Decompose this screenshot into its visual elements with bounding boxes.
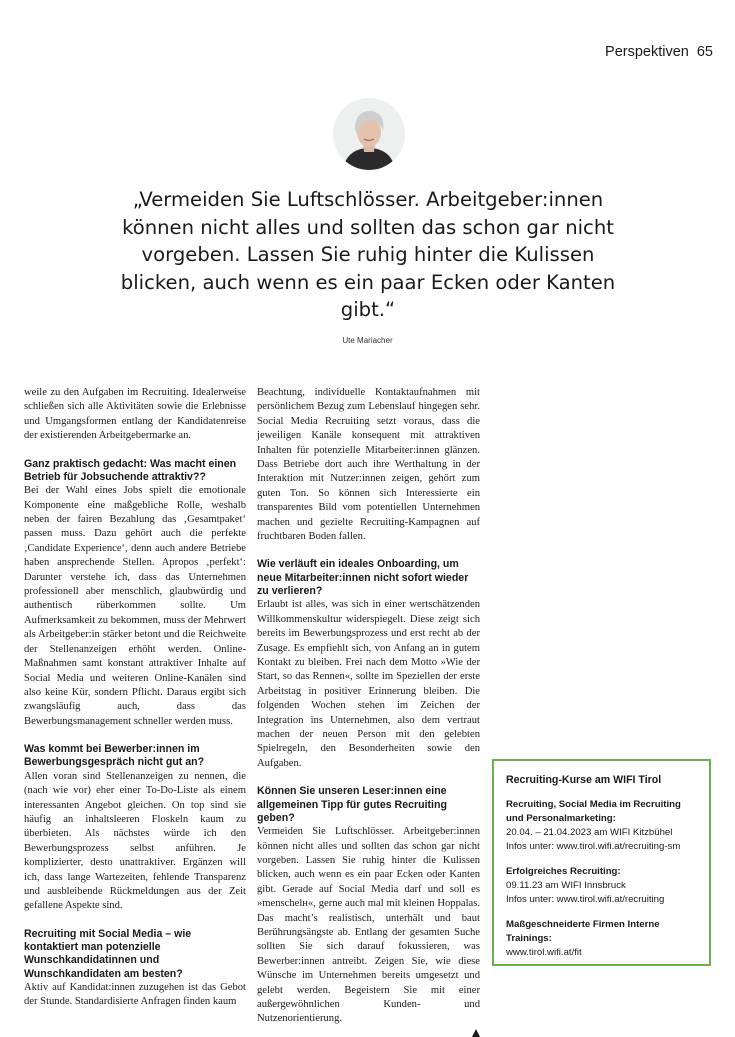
- question-heading: Wie verläuft ein ideales Onboarding, um neue Mitarbeiter:innen nicht sofort wieder zu verlieren?: [257, 558, 469, 598]
- paragraph: [257, 825, 480, 1027]
- course-date: 09.11.23 am WIFI Innsbruck: [506, 880, 626, 891]
- article-column-1: [24, 386, 246, 1024]
- question-heading: Was kommt bei Bewerber:innen im Bewerbungsgespräch nicht gut an?: [24, 743, 205, 769]
- article-column-2: [257, 386, 480, 1037]
- end-of-article-icon: [472, 1029, 480, 1037]
- course-info-box: [492, 759, 711, 966]
- course-link[interactable]: www.tirol.wifi.at/fit: [506, 947, 582, 958]
- paragraph: weile zu den Aufgaben im Recruiting. Idealerweise schließen sich alle Aktivitäten sowie die Erlebnisse und Umgangsformen entlang der Kandidatenreise der existierenden Arbeitgebermarke an.: [24, 387, 246, 442]
- pull-quote: „Vermeiden Sie Luftschlösser. Arbeitgeber:innen können nicht alles und sollten das schon gar nicht vorgeben. Lassen Sie ruhig hinter die Kulissen blicken, auch wenn es ein paar Ecken oder Kanten gibt.“: [120, 188, 616, 321]
- course-link[interactable]: Infos unter: www.tirol.wifi.at/recruiting-sm: [506, 841, 681, 852]
- course-entry: [506, 865, 699, 907]
- paragraph-text: Vermeiden Sie Luftschlösser. Arbeitgeber:innen können nicht alles und sollten das schon gar nicht vorgeben. Lassen Sie ruhig hinter die Kulissen blicken, auch wenn es ein paar Ecken oder Kanten gibt. Gerade auf Social Media darf und soll es »menschelн«, gerne auch mal mit kleinen Hoppalas. Das macht’s realistisch, unterhält und baut Berührungsängste ab. Entlang der gesamten Suche sollten Sie sich darauf fokussieren, was Bewerber:innen antreibt. Zeigen Sie, wie diese Wünsche im Unternehmen bereits umgesetzt und gelebt werden. Begeistern Sie mit einer außergewöhnlichen Kunden- und Nutzenorientierung.: [257, 826, 480, 1025]
- paragraph: Beachtung, individuelle Kontaktaufnahmen mit persönlichem Bezug zum Lebenslauf hingegen sehr. Social Media Recruiting setzt voraus, dass die jeweiligen Kanäle konsequent mit attraktiven Inhalten für potenzielle Mitarbeiter:innen glänzen. Dass Betriebe dort auch ihre Werthaltung in der Interaktion mit Nutzer:innen zeigen, gehört zum guten Ton. So können sich Interessierte ein transparentes Bild vom potentiellen Unternehmen machen und gezielte Recruiting-Kampagnen auf fruchtbaren Boden fallen.: [257, 387, 480, 543]
- section-title: Perspektiven: [605, 44, 689, 60]
- portrait-photo: [333, 98, 405, 170]
- question-heading: Recruiting mit Social Media – wie kontaktiert man potenzielle Wunschkandidatinnen und Wunschkandidaten am besten?: [24, 927, 192, 980]
- course-link[interactable]: Infos unter: www.tirol.wifi.at/recruiting: [506, 894, 665, 905]
- paragraph: Erlaubt ist alles, was sich in einer wertschätzenden Willkommenskultur widerspiegelt. Diese zeigt sich bereits im Bewerbungsprozess und erst recht ab der Zusage. Es empfiehlt sich, von Anfang an in gutem Kontakt zu bleiben. Frei nach dem Motto »Wie der Start, so das Rennen«, sollte im Speziellen der erste Arbeitstag in positiver Erinnerung bleiben. Die folgenden Wochen stehen im Zeichen der Integration ins Unternehmen, also dem vertraut machen der neuen Person mit den gelebten Spielregeln, den Besonderheiten sowie den Aufgaben.: [257, 599, 480, 769]
- portrait-illustration: [333, 98, 405, 170]
- course-title: Erfolgreiches Recruiting:: [506, 866, 621, 877]
- course-entry: [506, 918, 699, 960]
- page-number: 65: [696, 44, 713, 60]
- course-date: 20.04. – 21.04.2023 am WIFI Kitzbühel: [506, 827, 673, 838]
- question-heading: Können Sie unseren Leser:innen eine allgemeinen Tipp für gutes Recruiting geben?: [257, 785, 447, 824]
- course-entry: [506, 798, 699, 854]
- info-box-title: Recruiting-Kurse am WIFI Tirol: [506, 774, 662, 786]
- paragraph: Aktiv auf Kandidat:innen zuzugehen ist das Gebot der Stunde. Standardisierte Anfragen finden kaum: [24, 981, 246, 1008]
- paragraph: Allen voran sind Stellenanzeigen zu nennen, die (nach wie vor) eher einer To-Do-Liste als einem interessanten Angebot gleichen. On top sind sie häufig an inhaltsleeren Floskeln kaum zu überbieten. Als nächstes würde ich den Bewerbungsprozess selbst anführen. Je komplizierter, desto unattraktiver. Ergänzen will ich, dass lange Wartezeiten, fehlende Transparenz und ausbleibende Rückmeldungen aus der Zeit gefallene Aspekte sind.: [24, 770, 246, 912]
- paragraph: Bei der Wahl eines Jobs spielt die emotionale Komponente eine maßgebliche Rolle, weshalb neben der fairen Bezahlung das ‚Gesamtpaket‘ passen muss. Dazu gehört auch die perfekte ‚Candidate Experience‘, denn auch andere Betriebe haben ansprechende Stellen. Apropos ‚perfekt‘: Darunter verstehe ich, dass das Unternehmen professionell aber menschlich, glaubwürdig und authentisch rüberkommen sollte. Um Aufmerksamkeit zu bekommen, muss der Mehrwert als Arbeitgeber:in stärker betont und die Reichweite der Stellenanzeigen erhöht werden. Online-Maßnahmen samt konstant attraktiver Inhalte auf Social Media und weiteren Online-Kanälen sind also keine Kür, sondern Pflicht. Daraus ergibt sich zwangsläufig auch, dass das Bewerbungsmanagement schneller werden muss.: [24, 485, 246, 727]
- course-title: Recruiting, Social Media im Recruiting und Personalmarketing:: [506, 799, 681, 824]
- question-heading: Ganz praktisch gedacht: Was macht einen Betrieb für Jobsuchende attraktiv??: [24, 457, 237, 483]
- page-header: [605, 44, 713, 60]
- course-title: Maßgeschneiderte Firmen Interne Trainings:: [506, 919, 660, 944]
- quote-author: Ute Mariacher: [342, 336, 393, 345]
